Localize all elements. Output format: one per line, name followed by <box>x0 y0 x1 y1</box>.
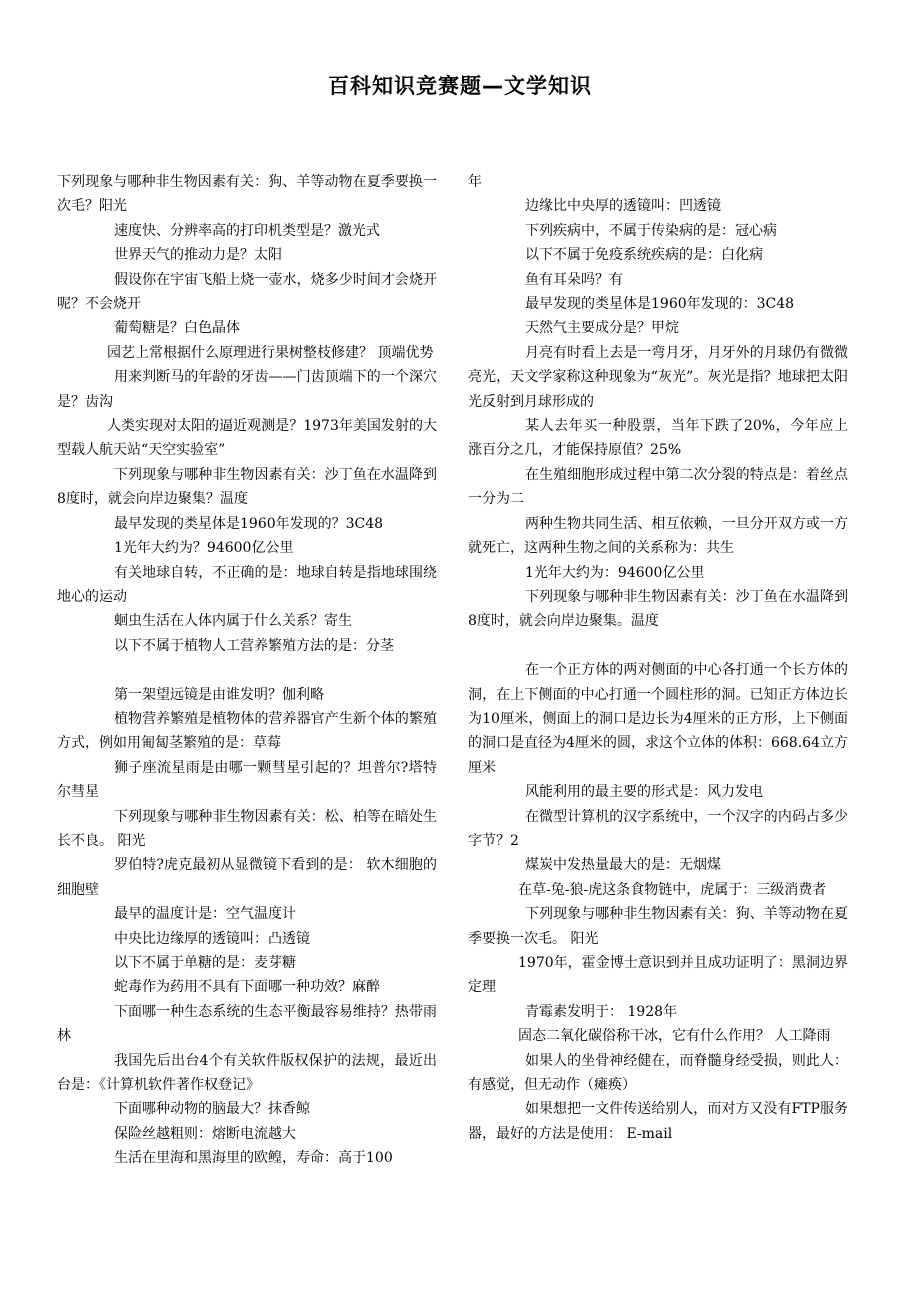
qa-item: 下面哪种动物的脑最大？抹香鲸 <box>114 1101 310 1118</box>
qa-item: 下面哪一种生态系统的生态平衡最容易维持？热带雨林 <box>57 1003 437 1045</box>
right-column <box>468 170 848 1146</box>
qa-item: 在微型计算机的汉字系统中，一个汉字的内码占多少字节？2 <box>468 808 848 849</box>
qa-item: 蛇毒作为药用不具有下面哪一种功效？麻醉 <box>114 979 380 996</box>
qa-item: 下列现象与哪种非生物因素有关：沙丁鱼在水温降到8度时，就会向岸边聚集。温度 <box>468 588 848 630</box>
blank-line <box>468 634 848 658</box>
qa-item: 园艺上常根据什么原理进行果树整枝修建？ 顶端优势 <box>107 344 434 361</box>
qa-item: 1970年，霍金博士意识到并且成功证明了：黑洞边界定理 <box>468 954 848 996</box>
qa-item: 如果想把一文件传送给别人，而对方又没有FTP服务器，最好的方法是使用： E-mail <box>468 1101 848 1142</box>
qa-item: 假设你在宇宙飞船上烧一壶水，烧多少时间才会烧开呢？不会烧开 <box>57 271 437 313</box>
qa-item: 有关地球自转，不正确的是：地球自转是指地球围绕地心的运动 <box>57 564 437 605</box>
qa-item: 下列现象与哪种非生物因素有关：沙丁鱼在水温降到8度时，就会向岸边聚集？温度 <box>57 466 437 508</box>
qa-item: 青霉素发明于： 1928年 <box>525 1003 678 1020</box>
qa-item: 世界天气的推动力是？太阳 <box>114 247 282 264</box>
qa-item: 下列疾病中，不属于传染病的是：冠心病 <box>525 222 777 239</box>
qa-item: 用来判断马的年龄的牙齿——门齿顶端下的一个深穴是？齿沟 <box>57 369 437 410</box>
qa-item: 1光年大约为：94600亿公里 <box>525 564 705 581</box>
qa-item: 以下不属于免疫系统疾病的是：白化病 <box>525 247 763 264</box>
qa-item: 葡萄糖是？白色晶体 <box>114 320 240 337</box>
qa-item: 天然气主要成分是？甲烷 <box>525 320 679 337</box>
blank-line <box>57 658 437 682</box>
qa-item: 以下不属于植物人工营养繁殖方法的是：分茎 <box>114 637 394 654</box>
qa-item: 生活在里海和黑海里的欧鳇，寿命：高于100 <box>114 1150 393 1167</box>
qa-item: 狮子座流星雨是由哪一颗彗星引起的？坦普尔?塔特尔彗星 <box>57 759 437 801</box>
qa-item: 保险丝越粗则：熔断电流越大 <box>114 1125 296 1142</box>
qa-item: 中央比边缘厚的透镜叫：凸透镜 <box>114 930 310 947</box>
qa-item: 固态二氧化碳俗称干冰，它有什么作用？ 人工降雨 <box>518 1028 831 1045</box>
qa-item: 以下不属于单糖的是：麦芽糖 <box>114 954 296 971</box>
qa-item: 下列现象与哪种非生物因素有关：松、柏等在暗处生长不良。 阳光 <box>57 808 437 849</box>
qa-item: 罗伯特?虎克最初从显微镜下看到的是： 软木细胞的细胞壁 <box>57 857 437 898</box>
qa-item: 边缘比中央厚的透镜叫：凹透镜 <box>525 198 721 215</box>
qa-item: 速度快、分辨率高的打印机类型是？激光式 <box>114 222 380 239</box>
qa-item: 最早的温度计是：空气温度计 <box>114 906 296 923</box>
qa-item: 如果人的坐骨神经健在，而脊髓身经受损，则此人： 有感觉，但无动作（瘫痪） <box>468 1052 848 1094</box>
qa-item: 植物营养繁殖是植物体的营养器官产生新个体的繁殖方式，例如用匍匐茎繁殖的是：草莓 <box>57 710 437 752</box>
qa-item: 年 <box>468 174 482 190</box>
qa-item: 最早发现的类星体是1960年发现的？3C48 <box>114 515 384 532</box>
qa-item: 在草-兔-狼-虎这条食物链中，虎属于：三级消费者 <box>518 881 827 898</box>
qa-item: 1光年大约为？94600亿公里 <box>114 540 294 557</box>
qa-item: 风能利用的最主要的形式是：风力发电 <box>525 784 763 801</box>
qa-item: 在一个正方体的两对侧面的中心各打通一个长方体的洞，在上下侧面的中心打通一个圆柱形的洞。已知正方体边长为10厘米，侧面上的洞口是边长为4厘米的正方形，上下侧面的洞口是直径为4厘米的圆，求这个立体的体积：668.64立方厘米 <box>468 662 848 776</box>
qa-item: 人类实现对太阳的逼近观测是？1973年美国发射的大型载人航天站“天空实验室” <box>57 418 437 459</box>
qa-item: 下列现象与哪种非生物因素有关：狗、羊等动物在夏季要换一次毛。 阳光 <box>468 906 848 947</box>
qa-item: 在生殖细胞形成过程中第二次分裂的特点是：着丝点一分为二 <box>468 466 848 508</box>
left-column <box>57 170 437 1171</box>
qa-item: 煤炭中发热量最大的是：无烟煤 <box>525 857 721 874</box>
qa-item: 月亮有时看上去是一弯月牙，月牙外的月球仍有微微亮光，天文学家称这种现象为“灰光”。灰光是指？地球把太阳光反射到月球形成的 <box>468 344 848 410</box>
qa-item: 蛔虫生活在人体内属于什么关系？寄生 <box>114 613 352 630</box>
qa-item: 某人去年买一种股票，当年下跌了20%，今年应上涨百分之几，才能保持原值？25% <box>468 418 848 459</box>
page-title: 百科知识竞赛题—文学知识 <box>328 74 592 98</box>
qa-item: 下列现象与哪种非生物因素有关：狗、羊等动物在夏季要换一次毛？阳光 <box>57 174 437 215</box>
qa-item: 最早发现的类星体是1960年发现的：3C48 <box>525 296 795 313</box>
qa-item: 鱼有耳朵吗？有 <box>525 271 623 288</box>
qa-item: 第一架望远镜是由谁发明？伽利略 <box>114 686 324 703</box>
qa-item: 两种生物共同生活、相互依赖，一旦分开双方或一方就死亡，这两种生物之间的关系称为：共生 <box>468 515 848 557</box>
qa-item: 我国先后出台4个有关软件版权保护的法规，最近出台是：《计算机软件著作权登记》 <box>57 1052 437 1094</box>
